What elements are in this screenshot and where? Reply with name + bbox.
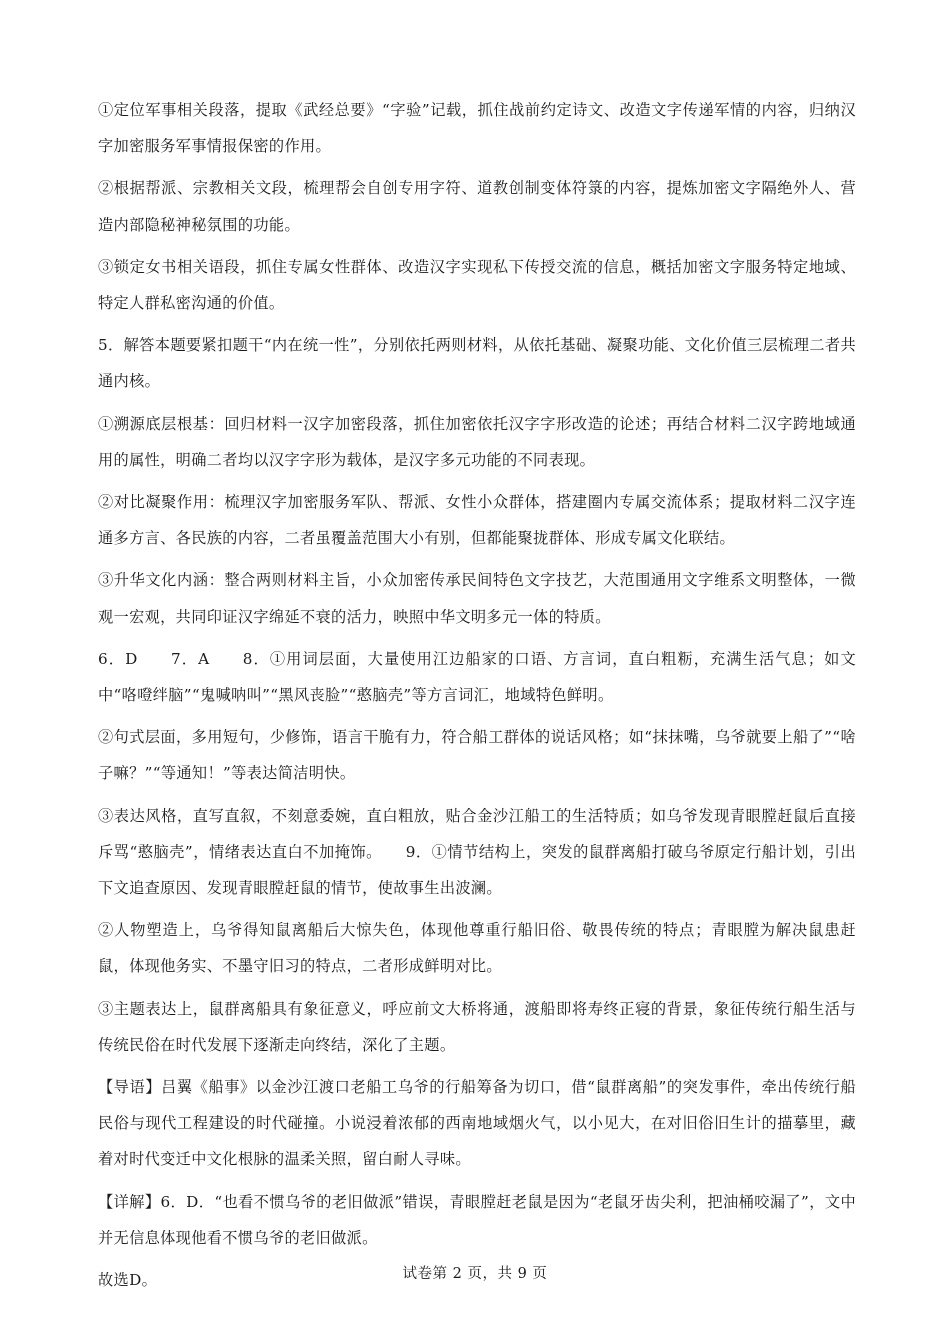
paragraph-q4-point3: ③锁定女书相关语段，抓住专属女性群体、改造汉字实现私下传授交流的信息，概括加密文字服务特定地域、特定人群私密沟通的价值。 xyxy=(98,257,856,313)
paragraph-q9-point3: ③主题表达上，鼠群离船具有象征意义，呼应前文大桥将通，渡船即将寿终正寝的背景，象征传统行船生活与传统民俗在时代发展下逐渐走向终结，深化了主题。 xyxy=(98,999,856,1054)
paragraph-q4-point2: ②根据帮派、宗教相关文段，梳理帮会自创专用字符、道教创制变体符箓的内容，提炼加密文字隔绝外人、营造内部隐秘神秘氛围的功能。 xyxy=(98,179,856,234)
paragraph-answers-6-8: 6．D 7．A 8．①用词层面，大量使用江边船家的口语、方言词，直白粗粝，充满生活气息；如文中“咯噔绊脑”“鬼喊呐叫”“黑风丧脸”“憨脑壳”等方言词汇，地域特色鲜明。 xyxy=(98,649,856,705)
paragraph-choice: 故选D。 xyxy=(98,1271,158,1290)
paragraph-explanation: 【详解】6．D．“也看不惯乌爷的老旧做派”错误，青眼膛赶老鼠是因为“老鼠牙齿尖利，把油桶咬漏了”，文中并无信息体现他看不惯乌爷的老旧做派。 xyxy=(98,1192,856,1247)
paragraph-q8-point2: ②句式层面，多用短句，少修饰，语言干脆有力，符合船工群体的说话风格；如“抹抹嘴，乌爷就要上船了”“啥子嘛？”“等通知！”等表达简洁明快。 xyxy=(98,728,856,783)
paragraph-q5-point1: ①溯源底层根基：回归材料一汉字加密段落，抓住加密依托汉字字形改造的论述；再结合材料二汉字跨地域通用的属性，明确二者均以汉字字形为载体，是汉字多元功能的不同表现。 xyxy=(98,414,856,469)
document-body xyxy=(98,92,856,1304)
paragraph-guide: 【导语】吕翼《船事》以金沙江渡口老船工乌爷的行船筹备为切口，借“鼠群离船”的突发事件，牵出传统行船民俗与现代工程建设的时代碰撞。小说浸着浓郁的西南地域烟火气，以小见大，在对旧俗旧生计的描摹里，藏着对时代变迁中文化根脉的温柔关照，留白耐人寻味。 xyxy=(98,1078,856,1169)
paragraph-q5-point2: ②对比凝聚作用：梳理汉字加密服务军队、帮派、女性小众群体，搭建圈内专属交流体系；提取材料二汉字连通多方言、各民族的内容，二者虽覆盖范围大小有别，但都能聚拢群体、形成专属文化联结。 xyxy=(98,493,856,548)
paragraph-q5-intro: 5．解答本题要紧扣题干“内在统一性”，分别依托两则材料，从依托基础、凝聚功能、文化价值三层梳理二者共通内核。 xyxy=(98,336,856,391)
paragraph-q5-point3: ③升华文化内涵：整合两则材料主旨，小众加密传承民间特色文字技艺，大范围通用文字维系文明整体，一微观一宏观，共同印证汉字绵延不衰的活力，映照中华文明多元一体的特质。 xyxy=(98,571,856,626)
paragraph-q4-point1: ①定位军事相关段落，提取《武经总要》“字验”记载，抓住战前约定诗文、改造文字传递军情的内容，归纳汉字加密服务军事情报保密的作用。 xyxy=(98,101,856,156)
paragraph-q9-point2: ②人物塑造上，乌爷得知鼠离船后大惊失色，体现他尊重行船旧俗、敬畏传统的特点；青眼膛为解决鼠患赶鼠，体现他务实、不墨守旧习的特点，二者形成鲜明对比。 xyxy=(98,921,856,976)
page-footer: 试卷第 2 页，共 9 页 xyxy=(402,1266,548,1282)
paragraph-q8-point3-q9-point1: ③表达风格，直写直叙，不刻意委婉，直白粗放，贴合金沙江船工的生活特质；如乌爷发现青眼膛赶鼠后直接斥骂“憨脑壳”，情绪表达直白不加掩饰。 9．①情节结构上，突发的鼠群离船打破乌爷原定行船计划，引出下文追查原因、发现青眼膛赶鼠的情节，使故事生出波澜。 xyxy=(98,806,856,898)
